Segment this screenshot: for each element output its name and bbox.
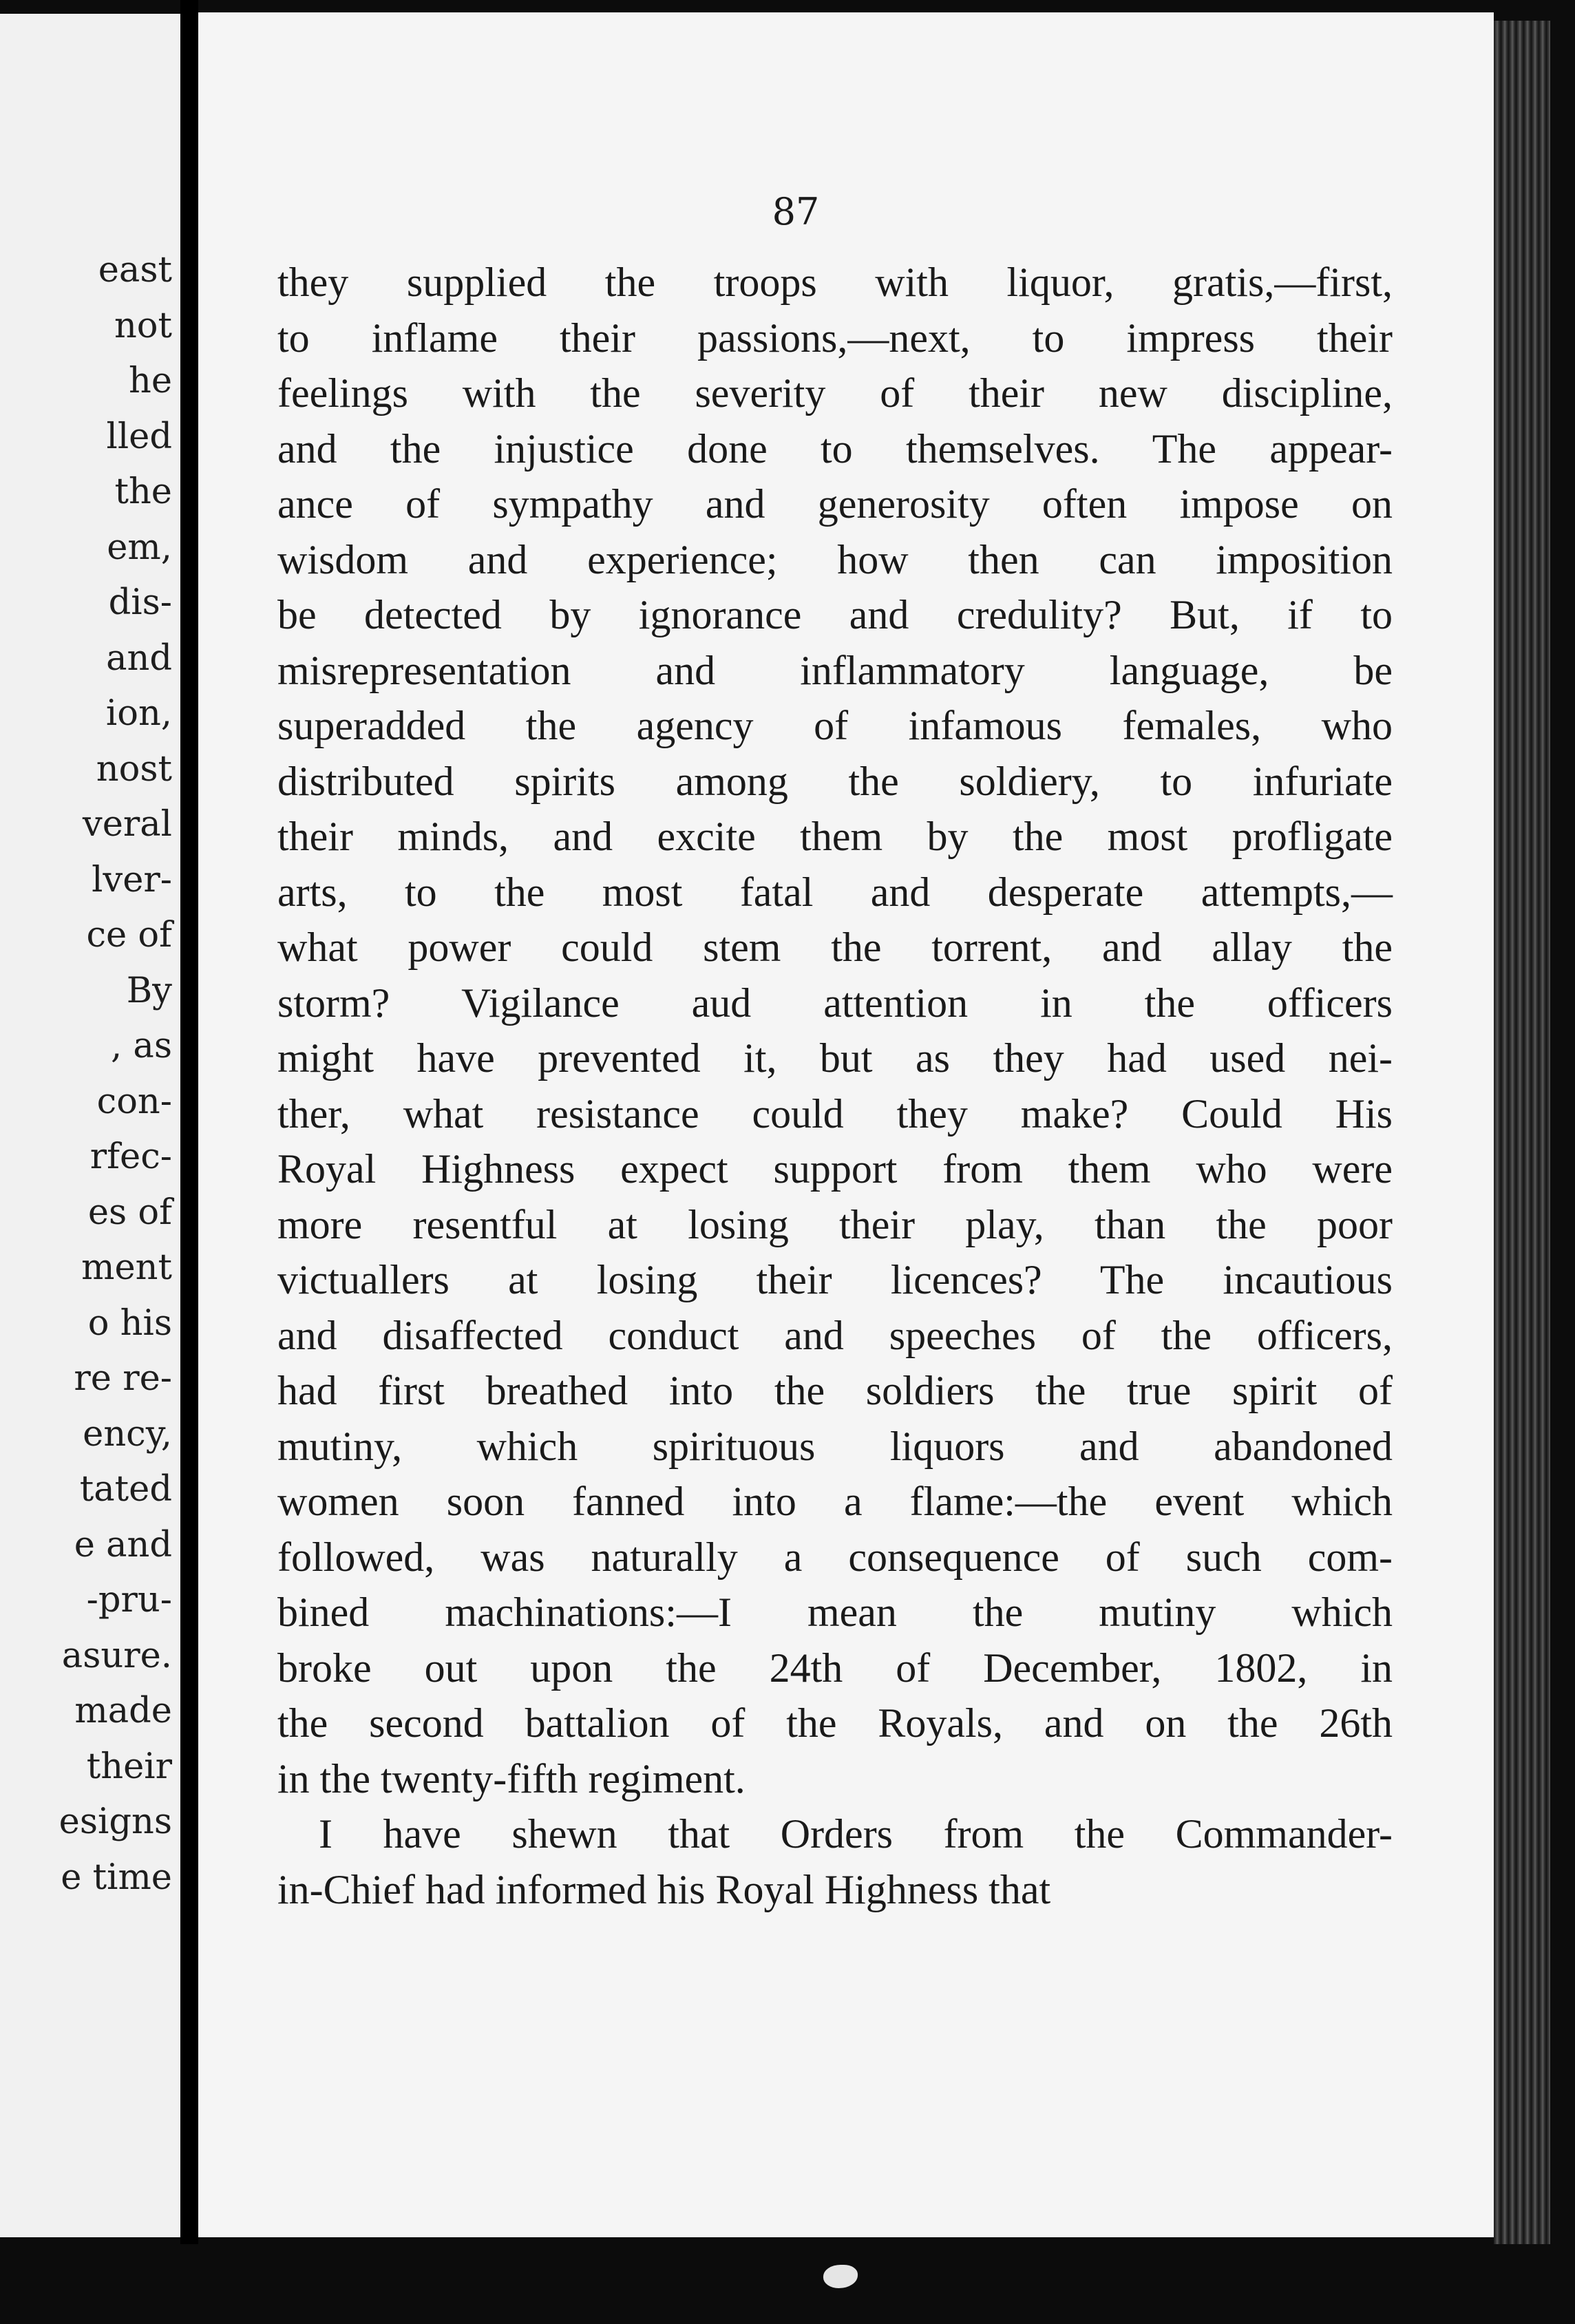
text-line: be detected by ignorance and credulity? But, if to — [277, 592, 1393, 637]
left-fragment-line: lver- — [92, 859, 172, 900]
scan-artifact — [823, 2265, 858, 2288]
left-fragment-line: lled — [106, 416, 172, 457]
text-line: more resentful at losing their play, than the poor — [277, 1201, 1393, 1247]
text-line: I have shewn that Orders from the Commander- — [319, 1811, 1393, 1857]
text-line: feelings with the severity of their new discipline, — [277, 370, 1393, 416]
text-line: their minds, and excite them by the most profligate — [277, 814, 1393, 859]
left-fragment-line: asure. — [61, 1635, 172, 1676]
text-line: the second battalion of the Royals, and on the 26th — [277, 1700, 1393, 1746]
body-text — [277, 255, 1393, 1917]
left-fragment-line: esigns — [59, 1802, 172, 1842]
text-line: broke out upon the 24th of December, 1802, in — [277, 1645, 1393, 1691]
text-line: in-Chief had informed his Royal Highness that — [277, 1866, 1051, 1912]
left-fragment-line: -pru- — [86, 1580, 172, 1620]
right-page — [198, 12, 1494, 2237]
left-fragment-line: veral — [82, 804, 172, 845]
left-fragment-line: the — [114, 472, 172, 512]
text-line: distributed spirits among the soldiery, to infuriate — [277, 758, 1393, 804]
text-line: they supplied the troops with liquor, gratis,—first, — [277, 260, 1393, 305]
book-gutter — [180, 0, 198, 2244]
page-edges — [1494, 21, 1550, 2244]
text-line: to inflame their passions,—next, to impress their — [277, 315, 1393, 361]
text-line: Royal Highness expect support from them who were — [277, 1146, 1393, 1192]
text-line: superadded the agency of infamous females, who — [277, 703, 1393, 748]
text-line: followed, was naturally a consequence of such com- — [277, 1534, 1393, 1580]
text-line: and the injustice done to themselves. The appear- — [277, 425, 1393, 472]
left-fragment-line: re re- — [74, 1358, 172, 1399]
left-fragment-line: rfec- — [89, 1137, 172, 1177]
left-fragment-line: By — [126, 970, 172, 1011]
left-fragment-line: made — [74, 1691, 172, 1731]
left-fragment-line: ce of — [86, 915, 172, 955]
text-line: arts, to the most fatal and desperate attempts,— — [277, 869, 1393, 915]
page-number: 87 — [772, 190, 820, 233]
text-line: wisdom and experience; how then can imposition — [277, 536, 1393, 582]
left-fragment-line: em, — [107, 527, 172, 568]
left-fragment-line: e time — [61, 1857, 172, 1898]
text-line: what power could stem the torrent, and allay the — [277, 925, 1393, 970]
text-line: victuallers at losing their licences? The incautious — [277, 1257, 1393, 1302]
left-fragment-line: and — [106, 637, 172, 679]
left-fragment-line: tated — [79, 1469, 172, 1510]
left-fragment-line: , as — [110, 1026, 172, 1066]
left-fragment-line: con- — [96, 1081, 172, 1122]
text-line: bined machinations:—I mean the mutiny which — [277, 1589, 1393, 1635]
text-line: and disaffected conduct and speeches of the officers, — [277, 1312, 1393, 1358]
text-line: ance of sympathy and generosity often impose on — [277, 481, 1393, 527]
left-fragment-line: nost — [96, 748, 172, 790]
text-line: women soon fanned into a flame:—the event which — [277, 1479, 1393, 1524]
text-line: storm? Vigilance aud attention in the officers — [277, 980, 1393, 1026]
left-fragment-line: ency, — [83, 1413, 172, 1455]
left-fragment-line: dis- — [108, 582, 172, 623]
text-line: might have prevented it, but as they had used nei- — [277, 1035, 1393, 1081]
text-line: had first breathed into the soldiers the true spirit of — [277, 1368, 1393, 1413]
left-page — [0, 14, 180, 2237]
left-fragment-line: es of — [87, 1192, 172, 1233]
left-fragment-line: ion, — [105, 693, 172, 734]
text-line: mutiny, which spirituous liquors and abandoned — [277, 1423, 1393, 1469]
left-fragment-line: their — [86, 1746, 172, 1787]
text-line: ther, what resistance could they make? Could His — [277, 1090, 1393, 1137]
left-fragment-line: east — [98, 250, 172, 290]
text-line: misrepresentation and inflammatory language, be — [277, 647, 1393, 693]
left-fragment-line: o his — [87, 1302, 172, 1344]
left-fragment-line: he — [128, 361, 172, 401]
left-page-text-fragments — [59, 243, 172, 1905]
left-fragment-line: not — [114, 305, 172, 346]
text-line: in the twenty-fifth regiment. — [277, 1755, 746, 1802]
left-fragment-line: ment — [81, 1247, 172, 1288]
left-fragment-line: e and — [74, 1524, 172, 1565]
